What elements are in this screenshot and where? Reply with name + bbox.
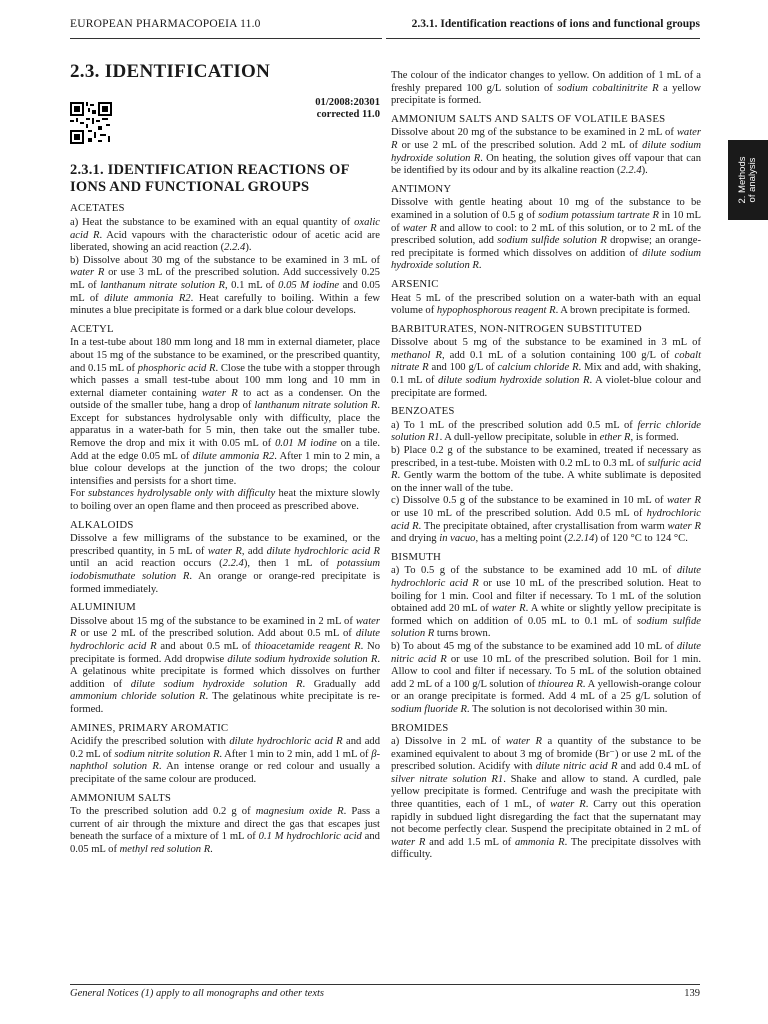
section-heading-amines: AMINES, PRIMARY AROMATIC — [70, 721, 229, 734]
chapter-tab-line2: of analysis — [747, 157, 758, 203]
monograph-ref — [70, 97, 380, 122]
section-heading-bismuth: BISMUTH — [391, 550, 441, 563]
paragraph: a) Heat the substance to be examined with an equal quantity of oxalic acid R. Acid vapours with the characteristic odour of acetic acid are liberated, showing an acid reaction (2.2.4). — [70, 216, 381, 254]
right-column — [391, 70, 701, 862]
paragraph: Dissolve about 5 mg of the substance to be examined in 3 mL of methanol R, add 0.1 mL of a solution containing 100 g/L of cobalt nitrate R and 100 g/L of calcium chloride R. Mix and add, with shaking, 0.1 mL of dilute sodium hydroxide solution R. A violet-blue colour and precipitate are formed. — [391, 337, 702, 399]
chapter-tab-line1: 2. Methods — [737, 156, 748, 204]
paragraph: Dissolve a few milligrams of the substance to be examined, or the prescribed quantity, in 5 mL of water R, add dilute hydrochloric acid R until an acid reaction occurs (2.2.4), then 1 mL of potassium iodobismuthate solution R. An orange or orange-red precipitate is formed immediately. — [70, 533, 380, 595]
header-publication: EUROPEAN PHARMACOPOEIA 11.0 — [70, 18, 261, 30]
monograph-correction: corrected 11.0 — [316, 109, 380, 121]
left-column — [70, 60, 380, 856]
section-heading-arsenic: ARSENIC — [391, 277, 439, 290]
paragraph: Dissolve about 15 mg of the substance to be examined in 2 mL of water R or use 2 mL of the prescribed solution. Add about 0.5 mL of dilute hydrochloric acid R and about 0.5 mL of thioacetamide reagent R. No precipitate is formed. Add dropwise dilute sodium hydroxide solution R. A gelatinous white precipitate is formed which dissolves on further addition of dilute sodium hydroxide solution R. Gradually add ammonium chloride solution R. The gelatinous white precipitate is re-formed. — [70, 615, 381, 715]
header-rule-left — [70, 38, 382, 39]
paragraph: Heat 5 mL of the prescribed solution on a water-bath with an equal volume of hypophosphorous reagent R. A brown precipitate is formed. — [391, 292, 701, 317]
section-title: 2.3. IDENTIFICATION — [70, 61, 271, 82]
section-heading-alkaloids: ALKALOIDS — [70, 518, 134, 531]
page-number: 139 — [684, 988, 700, 999]
section-heading-ammonium-volatile: AMMONIUM SALTS AND SALTS OF VOLATILE BASES — [391, 112, 666, 125]
subsection-title: 2.3.1. IDENTIFICATION REACTIONS OF IONS AND FUNCTIONAL GROUPS — [70, 162, 350, 196]
running-header — [70, 18, 700, 34]
paragraph: c) Dissolve 0.5 g of the substance to be examined in 10 mL of water R or use 10 mL of the prescribed solution. Add 0.5 mL of hydrochloric acid R. The precipitate obtained, after crystallisation from warm water R and drying in vacuo, has a melting point (2.2.14) of 120 °C to 124 °C. — [391, 495, 701, 545]
section-heading-ammonium: AMMONIUM SALTS — [70, 791, 172, 804]
section-heading-antimony: ANTIMONY — [391, 182, 452, 195]
section-heading-acetates: ACETATES — [70, 202, 125, 215]
footer-notice: General Notices (1) apply to all monographs and other texts — [70, 988, 325, 999]
header-rule-right — [386, 38, 700, 39]
paragraph: a) Dissolve in 2 mL of water R a quantity of the substance to be examined equivalent to about 3 mg of bromide (Br⁻) or use 2 mL of the prescribed solution. Acidify with dilute nitric acid R and add 0.4 mL of silver nitrate solution R1. Shake and allow to stand. A curdled, pale yellow precipitate is formed. Centrifuge and wash the precipitate with three quantities, each of 1 mL, of water R. Carry out this operation rapidly in subdued light disregarding the fact that the supernatant may not become perfectly clear. Suspend the precipitate obtained in 2 mL of water R and add 1.5 mL of ammonia R. The precipitate dissolves with difficulty. — [391, 736, 702, 861]
paragraph: b) Place 0.2 g of the substance to be examined, treated if necessary as prescribed, in a test-tube. Moisten with 0.2 mL to 0.3 mL of sulfuric acid R. Gently warm the bottom of the tube. A white sublimate is deposited on the inner wall of the tube. — [391, 445, 701, 494]
paragraph: Acidify the prescribed solution with dilute hydrochloric acid R and add 0.2 mL of sodium nitrite solution R. After 1 min to 2 min, add 1 mL of β-naphthol solution R. An intense orange or red colour and usually a precipitate of the same colour are produced. — [70, 736, 381, 785]
section-heading-barbiturates: BARBITURATES, NON-NITROGEN SUBSTITUTED — [391, 322, 642, 335]
section-heading-aluminium: ALUMINIUM — [70, 601, 136, 614]
paragraph: In a test-tube about 180 mm long and 18 mm in external diameter, place about 15 mg of the substance to be examined, or the prescribed quantity, and 0.15 mL of phosphoric acid R. Close the tube with a stopper through which passes a small test-tube about 100 mm long and 10 mm in external diameter containing water R to act as a condenser. On the outside of the smaller tube, hang a drop of lanthanum nitrate solution R. Except for substances hydrolysable only with difficulty, place the apparatus in a water-bath for 5 min, then take out the smaller tube. Remove the drop and mix it with 0.05 mL of 0.01 M iodine on a tile. Add at the edge 0.05 mL of dilute ammonia R2. After 1 min to 2 min, a blue colour develops at the junction of the two drops; the colour intensifies and persists for a short time. — [70, 337, 381, 487]
qr-code-icon — [70, 102, 112, 144]
paragraph: Dissolve with gentle heating about 10 mg of the substance to be examined in a solution of 0.5 g of sodium potassium tartrate R in 10 mL of water R and allow to cool: to 2 mL of this solution, or to 2 mL of the prescribed solution, add sodium sulfide solution R dropwise; an orange-red precipitate is formed which dissolves on addition of dilute sodium hydroxide solution R. — [391, 197, 701, 272]
paragraph: b) Dissolve about 30 mg of the substance to be examined in 3 mL of water R or use 3 mL of the prescribed solution. Add successively 0.25 mL of lanthanum nitrate solution R, 0.1 mL of 0.05 M iodine and 0.05 mL of dilute ammonia R2. Heat carefully to boiling. Within a few minutes a blue precipitate is formed or a dark blue colour develops. — [70, 254, 380, 317]
paragraph: To the prescribed solution add 0.2 g of magnesium oxide R. Pass a current of air through the mixture and direct the gas that escapes just beneath the surface of a mixture of 1 mL of 0.1 M hydrochloric acid and 0.05 mL of methyl red solution R. — [70, 806, 380, 855]
paragraph: b) To about 45 mg of the substance to be examined add 10 mL of dilute nitric acid R or use 10 mL of the prescribed solution. Boil for 1 min. Allow to cool and filter if necessary. To 5 mL of the solution obtained add 2 mL of a 100 g/L solution of thiourea R. A yellowish-orange colour or an orange precipitate is formed. Add 4 mL of a 25 g/L solution of sodium fluoride R. The solution is not decolorised within 30 min. — [391, 640, 701, 715]
section-heading-bromides: BROMIDES — [391, 721, 449, 734]
header-chapter: 2.3.1. Identification reactions of ions and functional groups — [411, 18, 700, 30]
paragraph: For substances hydrolysable only with difficulty heat the mixture slowly to boiling over an open flame and then proceed as prescribed above. — [70, 488, 380, 513]
monograph-number: 01/2008:20301 — [315, 96, 380, 108]
paragraph: a) To 0.5 g of the substance to be examined add 10 mL of dilute hydrochloric acid R or use 10 mL of the prescribed solution. Heat to boiling for 1 min. Cool and filter if necessary. To 1 mL of the solution obtained add 20 mL of water R. A white or slightly yellow precipitate is formed which on addition of 0.05 mL to 0.1 mL of sodium sulfide solution R turns brown. — [391, 565, 701, 640]
section-heading-benzoates: BENZOATES — [391, 405, 455, 418]
paragraph: Dissolve about 20 mg of the substance to be examined in 2 mL of water R or use 2 mL of the prescribed solution. Add 2 mL of dilute sodium hydroxide solution R. On heating, the solution gives off vapour that can be identified by its odour and by its alkaline reaction (2.2.4). — [391, 127, 702, 177]
section-heading-acetyl: ACETYL — [70, 322, 114, 335]
paragraph: a) To 1 mL of the prescribed solution add 0.5 mL of ferric chloride solution R1. A dull-yellow precipitate, soluble in ether R, is formed. — [391, 419, 701, 444]
paragraph: The colour of the indicator changes to yellow. On addition of 1 mL of a freshly prepared 100 g/L solution of sodium cobaltinitrite R a yellow precipitate is formed. — [391, 70, 701, 107]
footer-rule — [70, 984, 700, 985]
chapter-tab — [728, 140, 768, 220]
